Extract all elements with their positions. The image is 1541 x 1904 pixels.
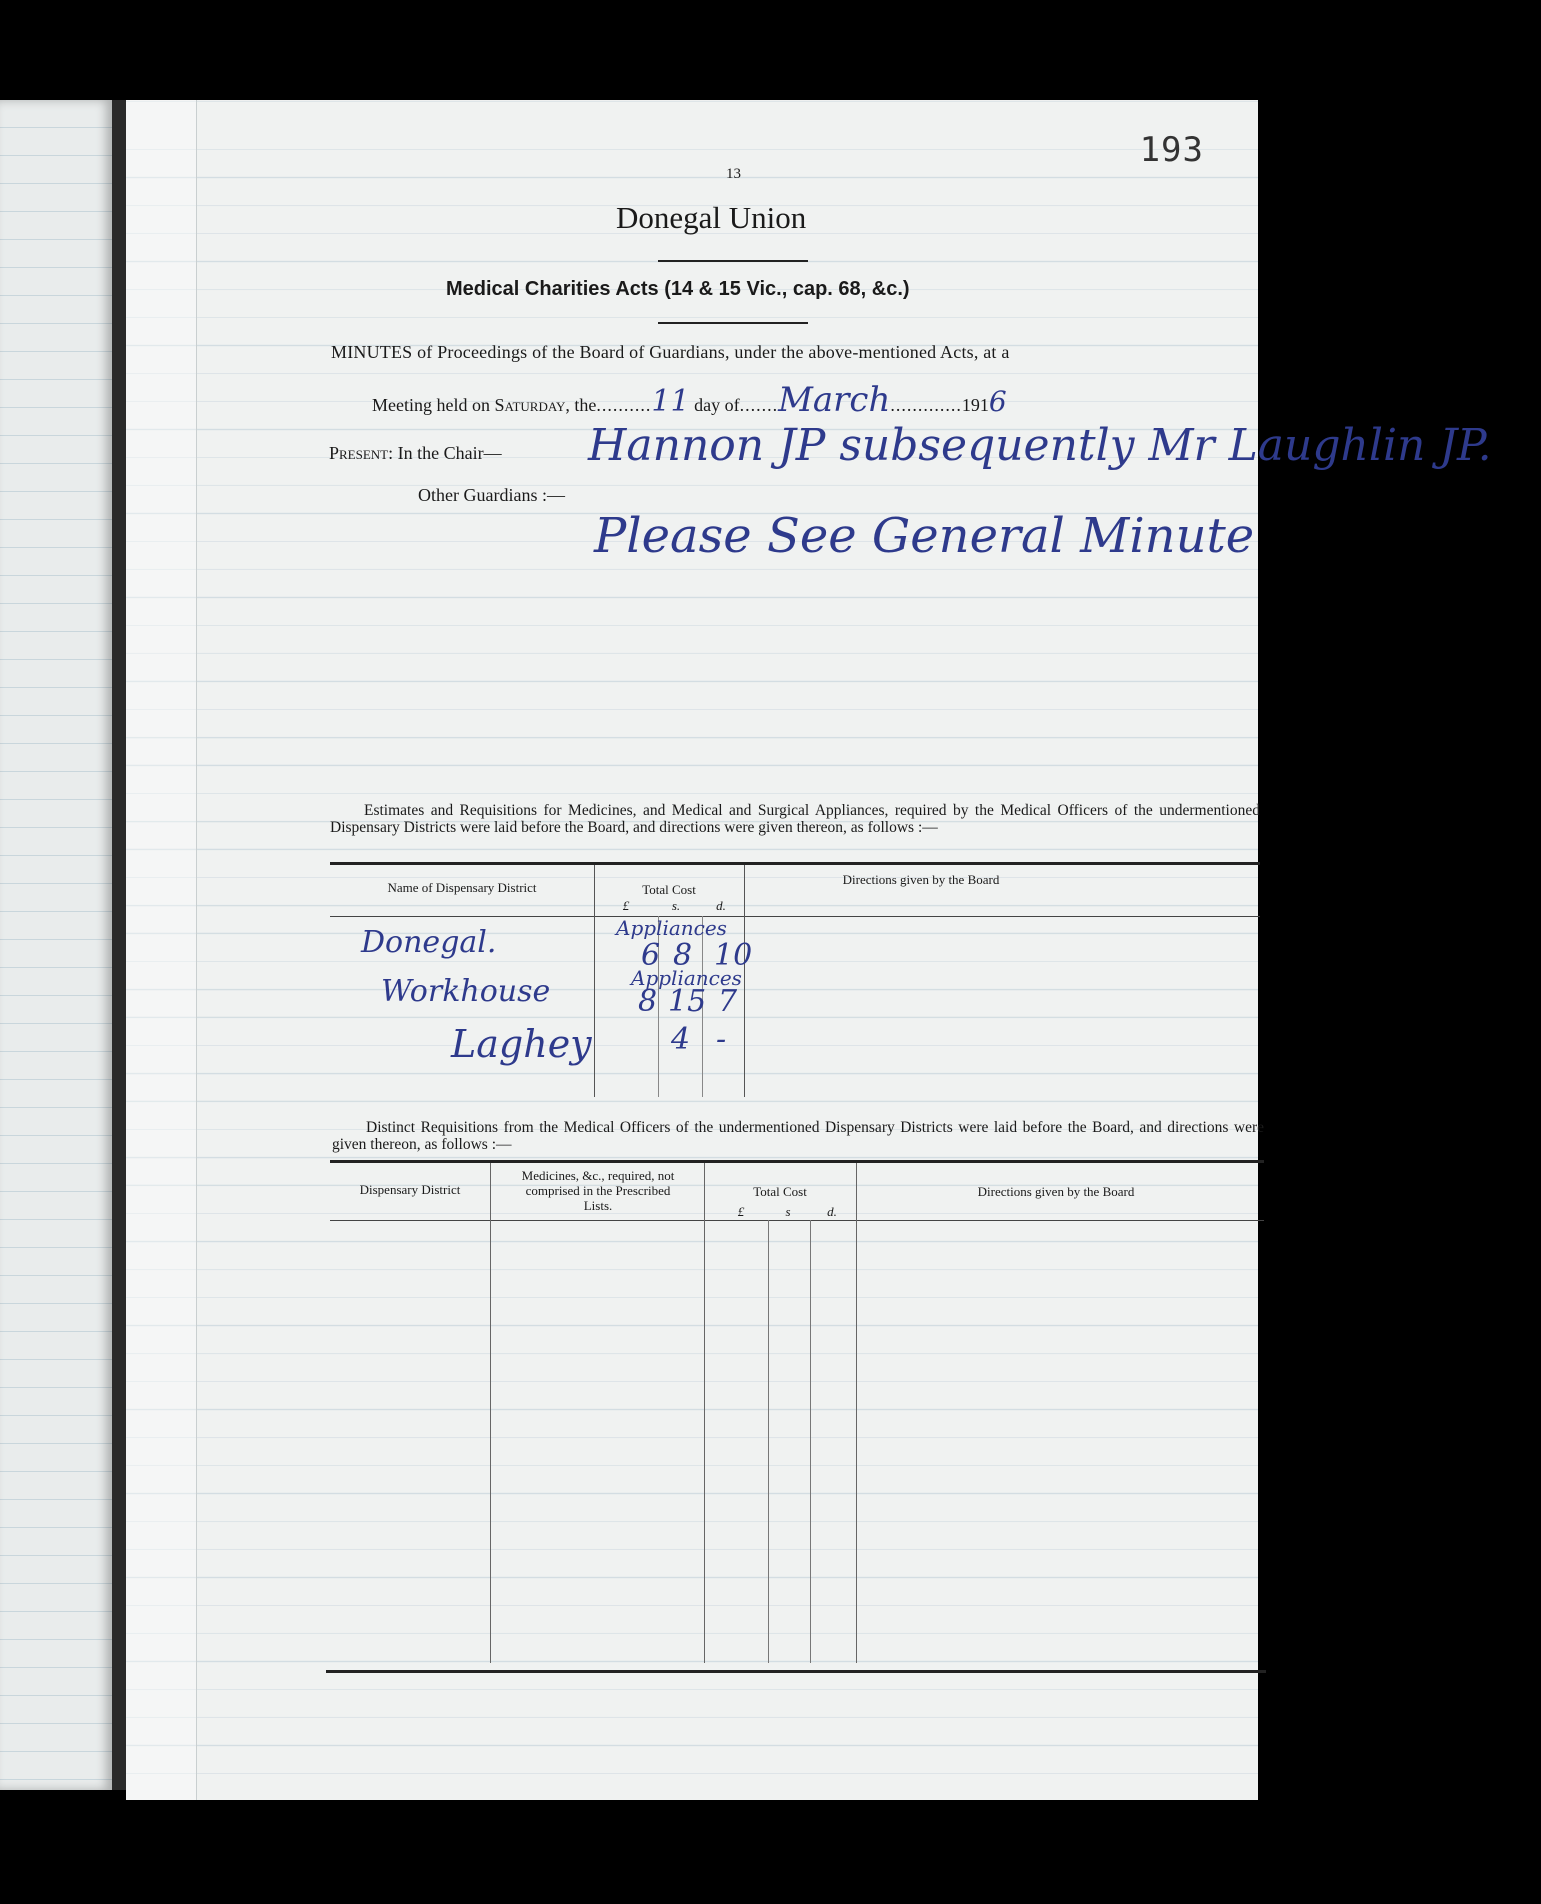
header-directions: Directions given by the Board	[977, 1184, 1135, 1199]
header-pounds: £	[737, 1204, 745, 1219]
other-guardians-label: Other Guardians :—	[418, 485, 565, 505]
meeting-day-value: 11	[651, 384, 690, 419]
estimates-intro: Estimates and Requisitions for Medicines, and Medical and Surgical Appliances, required by the Medical Officers of the undermentioned Dispensary Districts were laid before the Board, and directions were given thereon, as follows :—	[330, 802, 1260, 836]
row-pence: 7	[718, 984, 738, 1019]
header-pence: d.	[716, 898, 726, 913]
meeting-prefix: Meeting held on	[372, 395, 490, 415]
chair-handwritten: Hannon JP subsequently Mr Laughlin JP.	[588, 420, 1492, 471]
distinct-col-divider-2	[704, 1163, 705, 1663]
distinct-col-divider-3	[768, 1220, 769, 1663]
distinct-header-rule	[330, 1220, 1264, 1221]
meeting-year-digit: 6	[988, 385, 1007, 418]
row-pence: 10	[714, 938, 753, 973]
in-the-chair-label: : In the Chair—	[388, 443, 502, 463]
distinct-col-divider-5	[856, 1163, 857, 1663]
header-shillings: s	[785, 1204, 791, 1219]
row-note: Appliances	[631, 966, 742, 990]
row-district: Donegal.	[361, 925, 497, 960]
row-shillings: 15	[668, 984, 707, 1019]
register-page	[126, 100, 1492, 1800]
header-pence: d.	[827, 1204, 837, 1219]
title-rule	[658, 260, 808, 262]
meeting-month-value: March	[778, 380, 891, 420]
row-pounds: 6	[641, 938, 661, 973]
present-line	[329, 443, 502, 464]
row-district: Laghey	[451, 1022, 592, 1066]
page-title: Donegal Union	[616, 200, 807, 235]
header-dispensary-district: Dispensary District	[359, 1182, 461, 1197]
meeting-weekday: Saturday	[494, 395, 566, 415]
book-gutter	[112, 100, 126, 1790]
meeting-day-label: day of	[694, 395, 740, 415]
meeting-year-prefix: 191	[961, 395, 989, 415]
printed-page-number: 13	[726, 166, 741, 182]
header-total-cost: Total Cost	[642, 882, 696, 897]
row-shillings: 4	[671, 1022, 691, 1057]
present-label: Present	[329, 443, 389, 463]
header-shillings: s.	[671, 898, 681, 913]
row-shillings: 8	[673, 938, 693, 973]
other-guardians-handwritten: Please See General Minute	[594, 508, 1255, 564]
header-district-name: Name of Dispensary District	[387, 880, 537, 895]
page-number: 193	[1139, 130, 1204, 170]
distinct-col-divider-4	[810, 1220, 811, 1663]
minutes-heading: MINUTES of Proceedings of the Board of Guardians, under the above-mentioned Acts, at a	[331, 342, 1010, 362]
bottom-rule	[326, 1670, 1266, 1673]
row-district: Workhouse	[381, 974, 551, 1009]
row-pence: -	[716, 1022, 727, 1057]
distinct-top-rule	[330, 1160, 1264, 1163]
estimates-col-divider-4	[744, 865, 745, 1097]
facing-page	[0, 100, 112, 1790]
meeting-the: , the	[565, 395, 597, 415]
header-pounds: £	[622, 898, 630, 913]
row-pounds: 8	[638, 984, 658, 1019]
header-directions: Directions given by the Board	[842, 872, 1000, 887]
distinct-intro: Distinct Requisitions from the Medical Officers of the undermentioned Dispensary Districts were laid before the Board, and directions were given thereon, as follows :—	[332, 1119, 1264, 1153]
estimates-header-rule	[330, 916, 1260, 917]
row-note: Appliances	[616, 916, 727, 940]
estimates-col-divider-1	[594, 865, 595, 1097]
meeting-line: Meeting held on Saturday, the..........11 day of.......March.............1916	[372, 380, 1007, 420]
distinct-col-divider-1	[490, 1163, 491, 1663]
header-total-cost: Total Cost	[753, 1184, 807, 1199]
header-medicines: Medicines, &c., required, not comprised in the Prescribed Lists.	[521, 1168, 675, 1213]
subtitle-rule	[658, 322, 808, 324]
page-margin	[126, 100, 197, 1800]
estimates-top-rule	[330, 862, 1260, 865]
page-subtitle: Medical Charities Acts (14 & 15 Vic., cap. 68, &c.)	[446, 278, 910, 300]
